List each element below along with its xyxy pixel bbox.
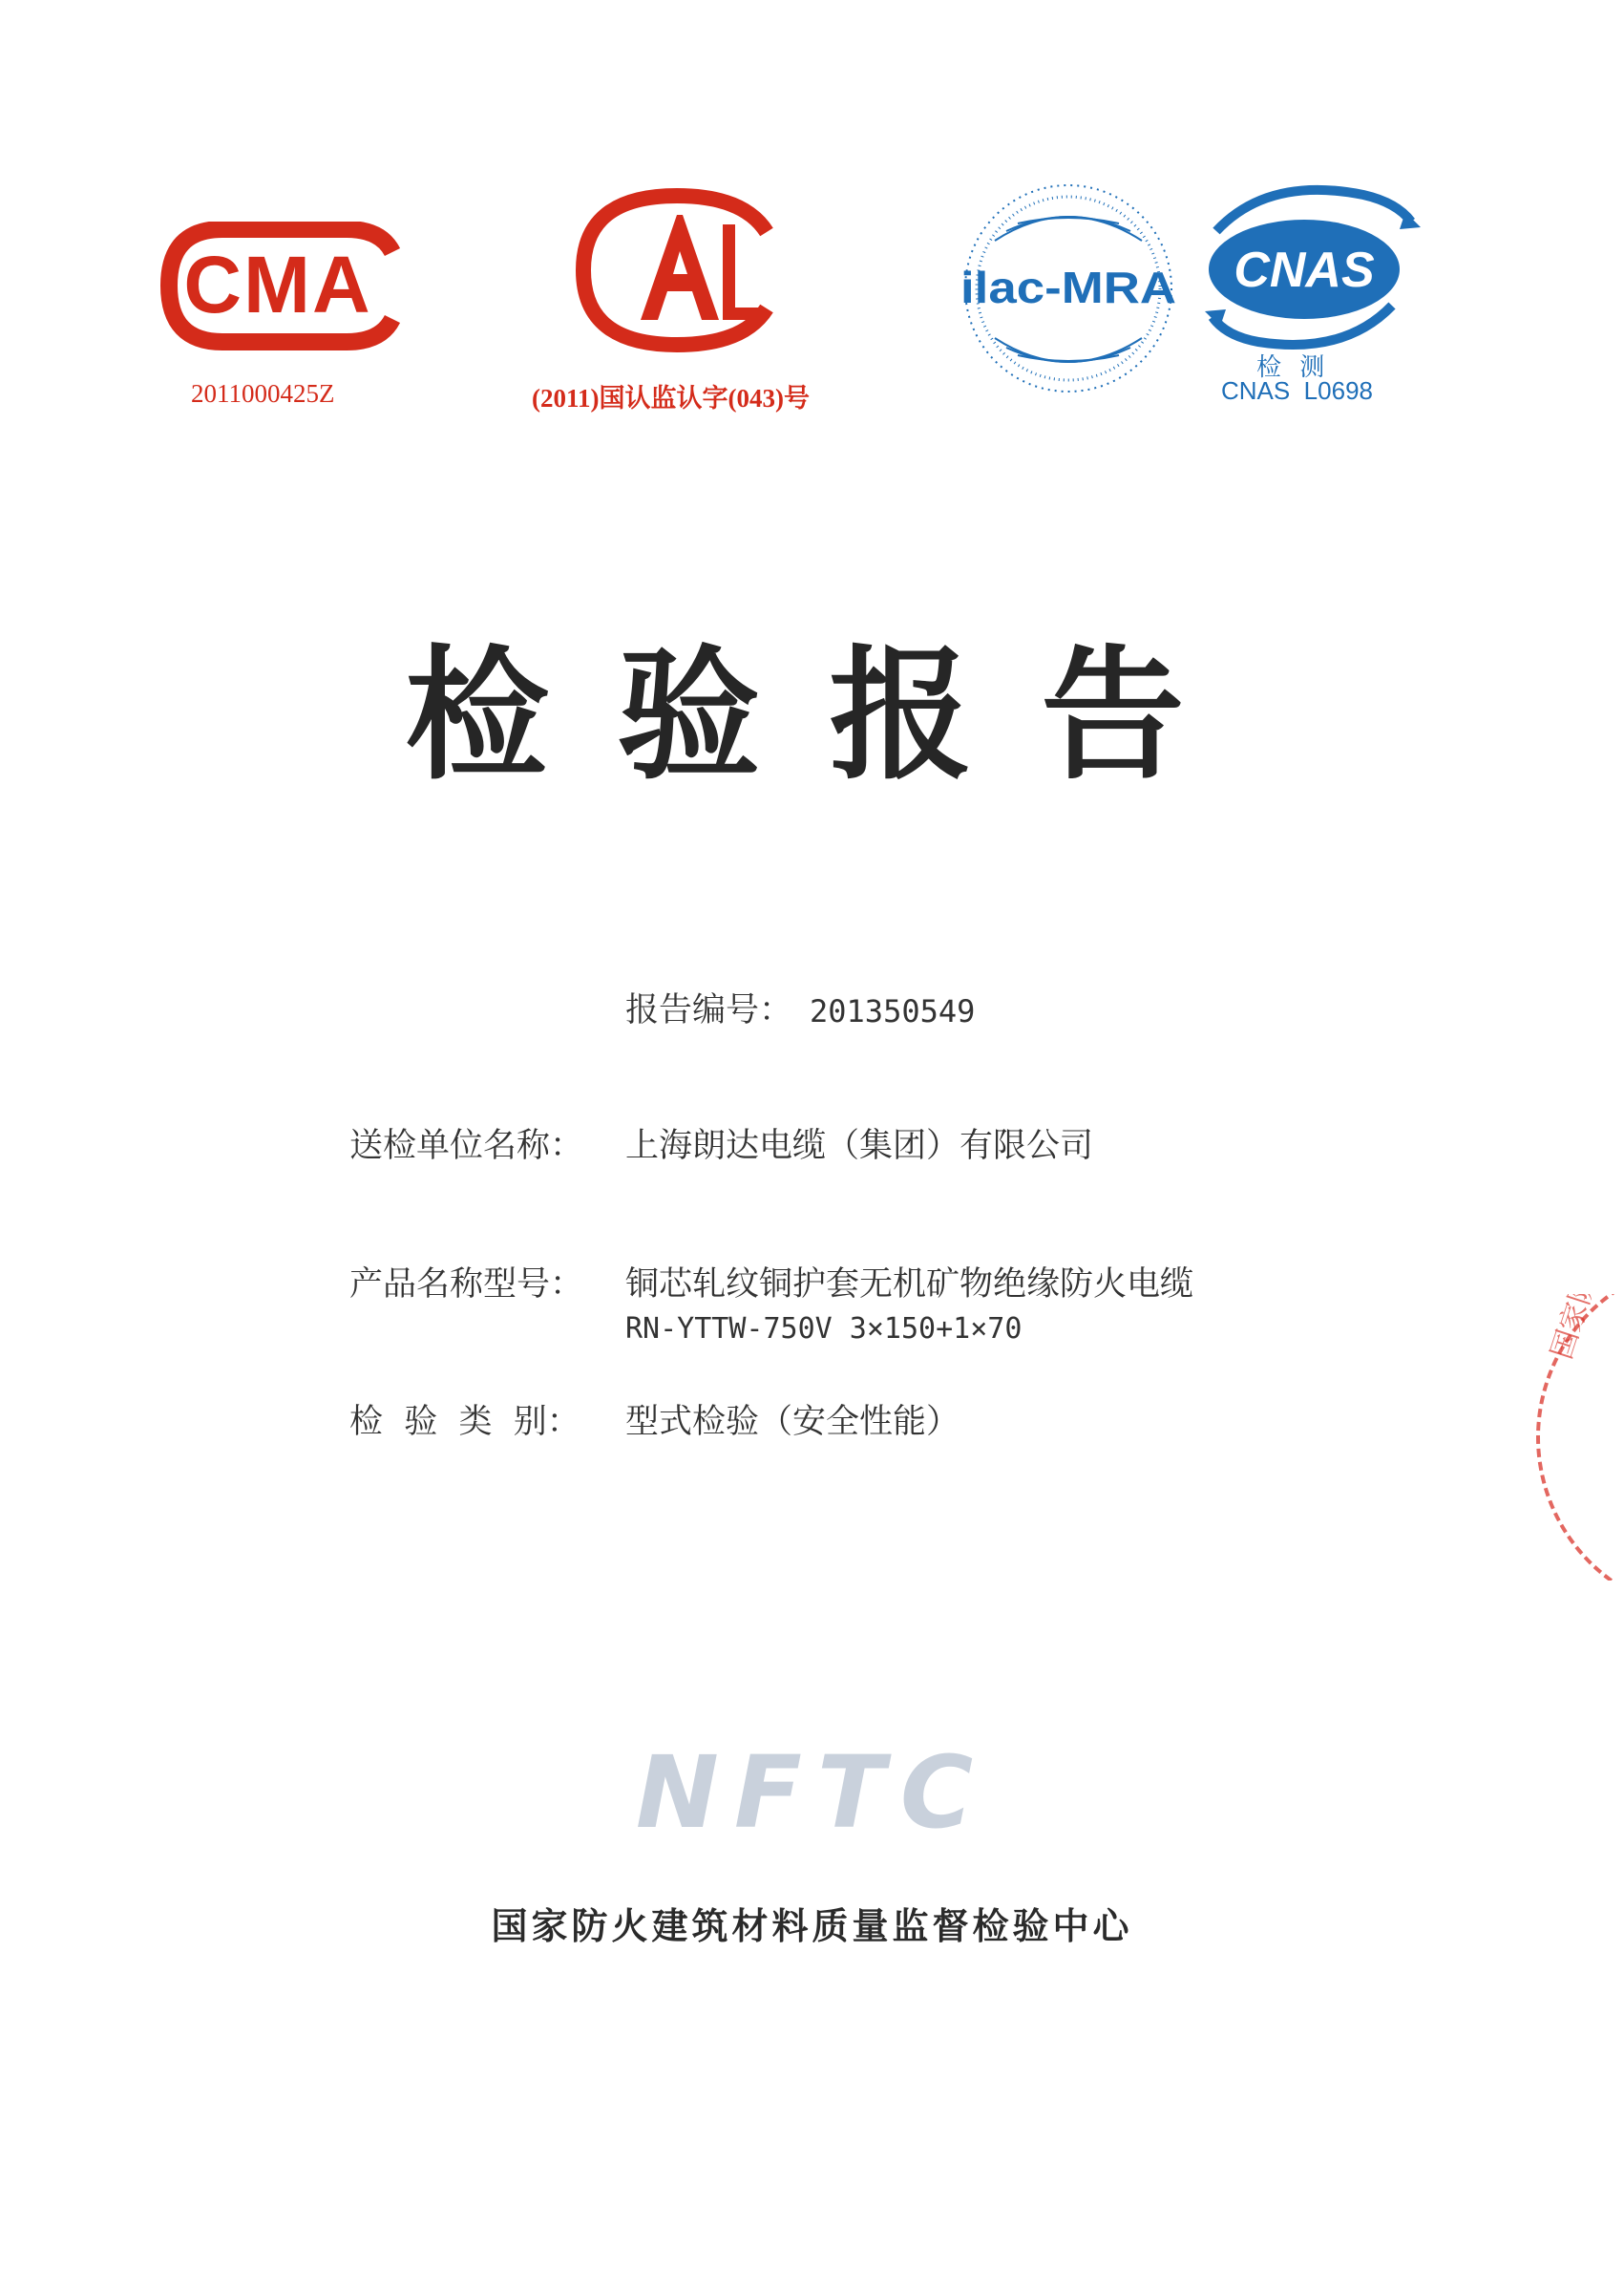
cal-caption: (2011)国认监认字(043)号 (532, 384, 810, 413)
product-label: 产品名称型号： (349, 1265, 584, 1304)
client-value: 上海朗达电缆（集团）有限公司 (625, 1127, 1094, 1165)
seal-text: 国家防火 (1545, 1294, 1613, 1364)
seal-icon (1524, 1294, 1624, 1581)
cnas-logo (1201, 183, 1423, 355)
report-number-value: 201350549 (810, 993, 976, 1029)
ilac-mra-text: ilac-MRA (960, 263, 1176, 312)
cma-letters: CMA (183, 240, 372, 329)
ilac-mra-logo-icon (957, 174, 1181, 403)
test-type-label: 检 验 类 别： (349, 1403, 580, 1441)
client-label: 送检单位名称： (349, 1127, 584, 1165)
cnas-caption-testing: 检 测 (1256, 352, 1331, 381)
page-title: 检验报告 (405, 633, 1254, 799)
official-seal (1524, 1294, 1624, 1584)
test-type-value: 型式检验（安全性能） (625, 1403, 960, 1441)
cnas-caption-accreditation: CNAS L0698 (1221, 376, 1373, 405)
cnas-logo-icon (1201, 183, 1423, 355)
cma-logo-icon (156, 222, 408, 350)
product-name-value: 铜芯轧纹铜护套无机矿物绝缘防火电缆 (625, 1265, 1194, 1304)
cal-logo (570, 186, 785, 353)
ilac-mra-logo (957, 174, 1181, 403)
cnas-text: CNAS (1234, 243, 1375, 298)
report-number-label: 报告编号： (625, 991, 793, 1029)
cma-number: 2011000425Z (191, 379, 335, 408)
nftc-watermark: NFTC (635, 1734, 989, 1851)
product-model-value: RN-YTTW-750V 3×150+1×70 (625, 1312, 1023, 1346)
issuing-organization: 国家防火建筑材料质量监督检验中心 (491, 1905, 1133, 1947)
cma-logo (156, 222, 408, 350)
cal-logo-icon (570, 186, 785, 353)
